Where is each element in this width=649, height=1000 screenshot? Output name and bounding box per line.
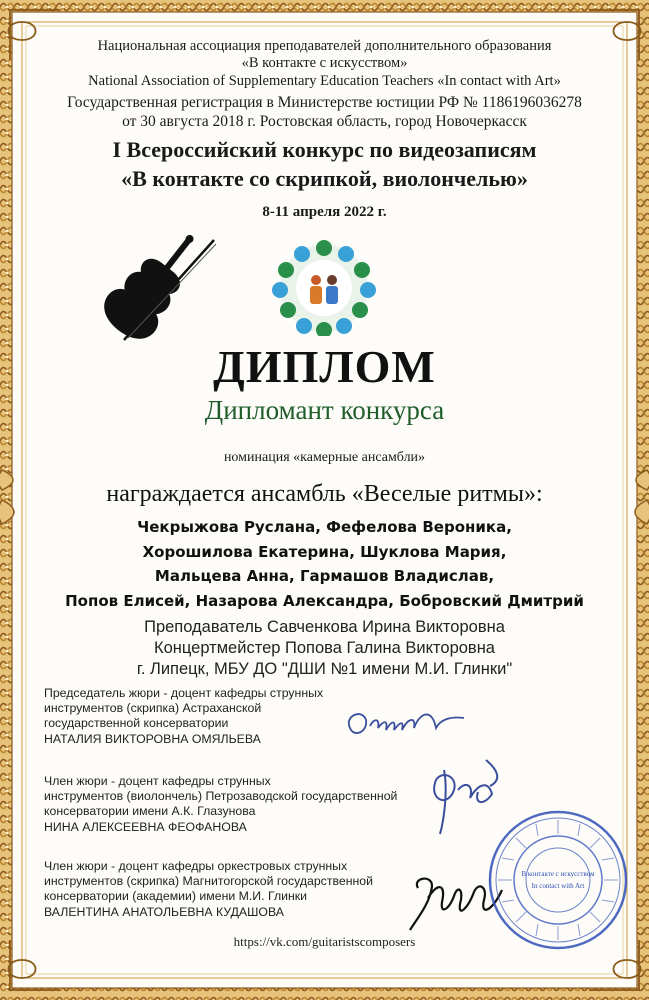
jury-line: Член жюри - доцент кафедры струнных xyxy=(44,774,271,788)
jury-line: инструментов (скрипка) Магнитогорской государственной xyxy=(44,874,373,889)
teacher-name: Преподаватель Савченкова Ирина Викторовна xyxy=(144,618,505,636)
teacher-block xyxy=(0,617,649,680)
school-name: г. Липецк, МБУ ДО "ДШИ №1 имени М.И. Глинки" xyxy=(136,660,513,678)
jury-name: НАТАЛИЯ ВИКТОРОВНА ОМЯЛЬЕВА xyxy=(44,731,261,746)
members-line: Хорошилова Екатерина, Шуклова Мария, xyxy=(142,542,507,561)
jury-line: Член жюри - доцент кафедры оркестровых струнных xyxy=(44,859,348,873)
members-list xyxy=(0,515,649,613)
contest-title: I Всероссийский конкурс по видеозаписям xyxy=(112,137,537,162)
award-title: Дипломант конкурса xyxy=(204,395,445,425)
jury-line: Председатель жюри - доцент кафедры струнных xyxy=(44,686,324,700)
official-seal xyxy=(486,808,630,952)
members-line: Мальцева Анна, Гармашов Владислав, xyxy=(154,567,495,585)
contest-dates: 8-11 апреля 2022 г. xyxy=(262,204,387,220)
jury-line: консерватории (академии) имени М.И. Глинки xyxy=(44,889,308,904)
jury-name: ВАЛЕНТИНА АНАТОЛЬЕВНА КУДАШОВА xyxy=(44,904,284,919)
contest-subtitle: «В контакте со скрипкой, виолончелью» xyxy=(121,166,528,191)
association-logo xyxy=(268,240,380,336)
members-line: Чекрыжова Руслана, Фефелова Вероника, xyxy=(137,518,512,536)
seal-text: В контакте с искусством xyxy=(521,870,595,878)
accompanist-name: Концертмейстер Попова Галина Викторовна xyxy=(154,639,495,657)
registration-number: Государственная регистрация в Министерстве юстиции РФ № 1186196036278 xyxy=(67,94,582,111)
jury-member-2 xyxy=(44,859,434,920)
association-name-ru: Национальная ассоциация преподавателей дополнительного образования xyxy=(97,38,552,54)
jury-line: инструментов (скрипка) Астраханской xyxy=(44,701,262,716)
jury-line: консерватории имени А.К. Глазунова xyxy=(44,804,256,819)
awarded-ensemble: награждается ансамбль «Веселые ритмы»: xyxy=(106,481,543,507)
diploma-title: ДИПЛОМ xyxy=(213,341,436,392)
association-motto-ru: «В контакте с искусством» xyxy=(241,55,408,71)
seal-text-en: In contact with Art xyxy=(531,882,585,890)
footer-url[interactable]: https://vk.com/guitaristscomposers xyxy=(233,934,416,949)
registration-date-place: от 30 августа 2018 г. Ростовская область, город Новочеркасск xyxy=(122,113,527,130)
nomination: номинация «камерные ансамбли» xyxy=(223,450,426,465)
jury-name: НИНА АЛЕКСЕЕВНА ФЕОФАНОВА xyxy=(44,819,247,834)
members-line: Попов Елисей, Назарова Александра, Бобровский Дмитрий xyxy=(65,591,584,610)
association-name-en: National Association of Supplementary Education Teachers «In contact with Art» xyxy=(88,73,561,89)
jury-member-1 xyxy=(44,774,434,835)
signature xyxy=(340,698,470,748)
violin-icon xyxy=(82,222,222,352)
jury-line: инструментов (виолончель) Петрозаводской государственной xyxy=(44,789,398,804)
jury-line: государственной консерватории xyxy=(44,716,229,731)
